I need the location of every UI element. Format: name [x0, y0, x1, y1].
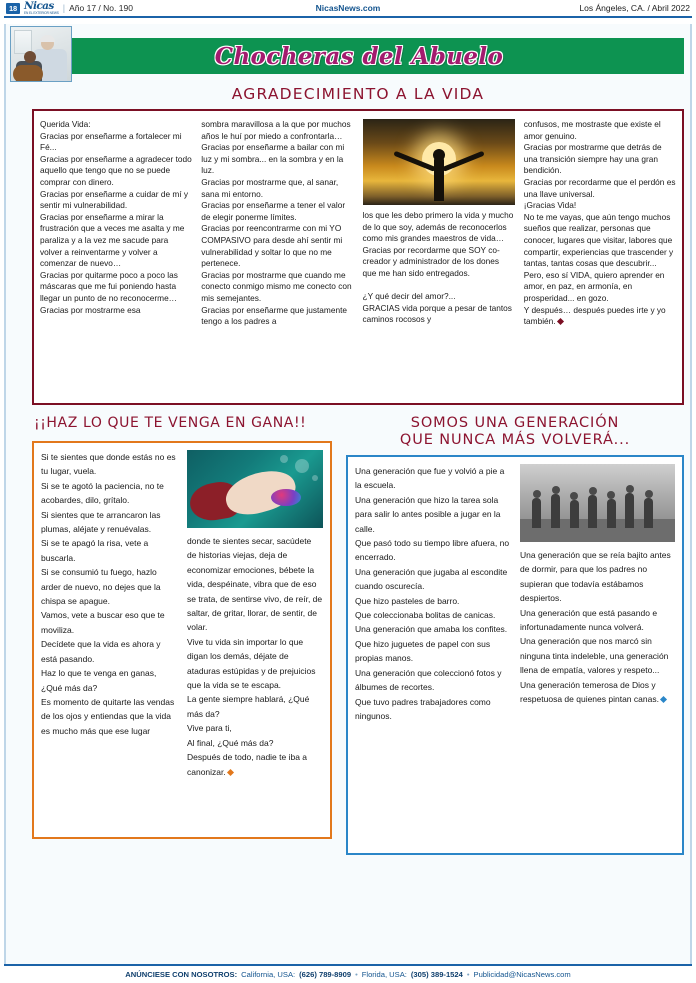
end-dot-icon: [227, 769, 234, 776]
article2-wrapper: [32, 415, 332, 855]
paragraph: Si te sientes que donde estás no es tu lugar, vuela.: [41, 452, 176, 477]
paragraph: Es momento de quitarte las vendas de los ojos y entiendas que la vida es mucho más que ese lugar: [41, 696, 175, 736]
footer-california-label: California, USA:: [241, 970, 296, 979]
paragraph: No te me vayas, que aún tengo muchos sueños que realizar, personas que conocer, lugares que visitar, labores que compartir, experiencias que trascender y tantas, tantas cosas que descubrir... Pero, eso sí VIDA, quiero aprender en amor, en paz, en armonía, en prosperidad... en gozo.: [523, 211, 674, 303]
paragraph-text: Después de todo, nadie te iba a canonizar.: [187, 752, 308, 777]
paragraph: Gracias por enseñarme a tener el valor de elegir ponerme límites.: [201, 200, 346, 222]
paragraph: Gracias por mostrarme esa: [40, 304, 141, 315]
paragraph: Gracias por recordarme que el perdón es una llave universal.: [523, 176, 676, 199]
article1-column-1: [40, 119, 192, 397]
paragraph: Si se te agotó la paciencia, no te acobardes, dilo, grítalo.: [41, 480, 164, 506]
paragraph-with-enddot: [520, 678, 675, 707]
paragraph: Una generación que coleccionó fotos y álbumes de recortes.: [355, 667, 502, 693]
masthead-title: Chocheras del Abuelo: [214, 42, 504, 70]
edition-location-date: Los Ángeles, CA. / Abril 2022: [579, 3, 690, 13]
sunset-silhouette-image: [363, 119, 515, 205]
paragraph: Que tuvo padres trabajadores como ningunos.: [355, 696, 491, 721]
grandfather-photo: [10, 26, 72, 82]
paragraph: ¡Gracias Vida!: [523, 200, 577, 211]
paragraph: Una generación que hizo la tarea sola para salir lo antes posible a jugar en la calle.: [355, 494, 501, 534]
article2-column-1: [41, 450, 177, 831]
bottom-section: [32, 415, 684, 855]
paragraph: Gracias por mostrarme que cuando me conecto conmigo mismo me conecto con mis semejantes.: [201, 269, 352, 303]
article2-column-2: [187, 450, 323, 831]
footer-california-phone[interactable]: (626) 789-8909: [299, 970, 352, 979]
nicas-logo[interactable]: [24, 1, 59, 15]
article2-columns: [41, 450, 323, 831]
paragraph: Gracias por enseñarme que justamente tengo a los padres a: [201, 304, 347, 327]
paragraph: Gracias por enseñarme a bailar con mi luz y mi sombra... en la sombra y en la luz.: [201, 142, 345, 176]
footer-florida-label: Florida, USA:: [361, 970, 407, 979]
footer-florida-phone[interactable]: (305) 389-1524: [410, 970, 463, 979]
article1-box: [32, 109, 684, 405]
paragraph: La gente siempre hablará, ¿Qué más da?: [187, 694, 310, 719]
paragraph: los que les debo primero la vida y mucho de lo que soy, además de reconocerlos como mis grandes maestros de vida…: [362, 210, 514, 244]
paragraph: donde te sientes secar, sacúdete de historias viejas, deja de economizar emociones, bébete la vida, despéinate, vibra que de eso se trata, de sentirse vivo, de reír, de saltar, de gritar, llorar, de sentir, de volar.: [187, 536, 323, 633]
paragraph: Gracias por reencontrarme con mi YO COMPASIVO para desde ahí sentir mi vulnerabilidad y soltar lo que no me pertenece.: [201, 223, 343, 269]
top-bar: [0, 0, 696, 16]
paragraph: Que hizo pasteles de barro.: [355, 595, 460, 606]
article1-column-2: [201, 119, 353, 397]
article3-box: [346, 455, 684, 855]
paragraph: Si se te apagó la risa, vete a buscarla.: [41, 538, 149, 563]
article1-columns: [40, 119, 676, 397]
paragraph: Gracias por enseñarme a mirar la frustración que a veces me asalta y me paraliza y a la vez me sacude para volver a reinventarme y volver a comenzar de nuevo…: [40, 211, 185, 269]
paragraph: Una generación que fue y volvió a pie a la escuela.: [355, 466, 505, 491]
paragraph: Una generación que se reía bajito antes de dormir, para que los padres no supieran que todavía estábamos despiertos.: [520, 550, 671, 604]
paragraph: Gracias por enseñarme a agradecer todo aquello que tengo que no se puede comprar con dinero.: [40, 153, 192, 187]
paragraph: Querida Vida:: [40, 119, 91, 129]
nicas-logo-subtext: EN EL EXTERIOR NEWS: [23, 10, 59, 15]
paragraph: GRACIAS vida porque a pesar de tantos caminos rocosos y: [362, 302, 512, 325]
paragraph: Que pasó todo su tiempo libre afuera, no encerrado.: [355, 538, 510, 563]
website-label: NicasNews.com: [315, 3, 381, 13]
article1-title: AGRADECIMIENTO A LA VIDA: [231, 85, 485, 103]
paragraph: Gracias por enseñarme a cuidar de mí y sentir mi vulnerabilidad.: [40, 188, 189, 211]
paragraph: Gracias por mostrarme que, al sanar, sana mi entorno.: [201, 176, 339, 199]
paragraph: Haz lo que te venga en ganas, ¿Qué más da?: [41, 668, 157, 693]
article3-column-2: [520, 464, 675, 847]
nicas-logo-text: Nicas: [23, 0, 54, 12]
masthead: [6, 24, 690, 84]
article1-column-3: [363, 119, 515, 397]
paragraph: Gracias por recordarme que SOY co-creador y administrador de los dones que me han sido entregados.: [362, 244, 500, 278]
paragraph: Una generación que nos marcó sin ninguna tinta indeleble, una generación llena de empatía, valores y respeto...: [520, 636, 669, 676]
paragraph: ¿Y qué decir del amor?...: [362, 291, 456, 302]
article2-box: [32, 441, 332, 839]
page-number: 18: [6, 3, 20, 14]
paragraph: Gracias por quitarme poco a poco las máscaras que me fui poniendo hasta llegar un punto de no reconocerme…: [40, 269, 178, 303]
paragraph: Si sientes que te arrancaron las plumas, aléjate y renuévalas.: [41, 509, 161, 535]
article1-column-4: [524, 119, 676, 397]
paragraph: Que hizo juguetes de papel con sus propias manos.: [355, 638, 491, 664]
paragraph-text: Una generación temerosa de Dios y respetuosa de quienes pintan canas.: [520, 679, 659, 705]
article3-title-line2: QUE NUNCA MÁS VOLVERÁ...: [399, 431, 631, 448]
paragraph-text: Y después… después puedes irte y yo también.: [523, 304, 666, 327]
article3-title: [346, 415, 684, 448]
article2-title: ¡¡HAZ LO QUE TE VENGA EN GANA!!: [34, 415, 307, 431]
article3-wrapper: [346, 415, 684, 855]
paragraph: Si se consumió tu fuego, hazlo arder de nuevo, no dejes que la chispa se apague.: [41, 567, 161, 607]
paragraph: Una generación que amaba los confites.: [355, 624, 508, 635]
paragraph: Vive para ti,: [187, 723, 232, 734]
paragraph: confusos, me mostraste que existe el amor genuino.: [523, 119, 661, 141]
paragraph: Una generación que jugaba al escondite cuando oscurecía.: [355, 566, 508, 592]
paragraph: Decídete que la vida es ahora y está pasando.: [41, 639, 161, 664]
paragraph-with-enddot: [187, 750, 323, 779]
paragraph-with-enddot: [524, 305, 676, 328]
paragraph: Vamos, vete a buscar eso que te moviliza.: [41, 610, 165, 635]
footer-separator-1: •: [355, 970, 358, 979]
article3-title-line1: SOMOS UNA GENERACIÓN: [410, 415, 620, 431]
article3-columns: [355, 464, 675, 847]
footer: [0, 966, 696, 983]
article3-column-1: [355, 464, 510, 847]
footer-lead: ANÚNCIESE CON NOSOTROS:: [125, 970, 238, 979]
paragraph: Al final, ¿Qué más da?: [187, 737, 274, 748]
topbar-divider: |: [62, 3, 66, 13]
masthead-band: [34, 38, 684, 74]
footer-separator-2: •: [466, 970, 470, 979]
paragraph: Gracias por enseñarme a fortalecer mi Fé...: [40, 130, 182, 153]
top-rule: [4, 16, 692, 18]
children-group-photo: [520, 464, 675, 542]
issue-label: Año 17 / No. 190: [69, 3, 133, 13]
end-dot-icon: [660, 696, 667, 703]
paragraph: Que coleccionaba bolitas de canicas.: [355, 610, 496, 621]
underwater-woman-image: [187, 450, 323, 528]
paragraph: Una generación que está pasando e infortunadamente nunca volverá.: [520, 607, 658, 633]
footer-email[interactable]: Publicidad@NicasNews.com: [473, 970, 571, 979]
end-dot-icon: [557, 318, 564, 325]
paragraph: Gracias por mostrarme que detrás de una transición siempre hay una gran bendición.: [523, 142, 662, 176]
paragraph: Vive tu vida sin importar lo que digan los demás, déjate de ataduras estúpidas y de prejuicios que la vida se te escapa.: [187, 636, 316, 691]
page-frame: [4, 24, 692, 964]
paragraph: sombra maravillosa a la que por muchos años le huí por miedo a confrontarla…: [201, 119, 351, 141]
